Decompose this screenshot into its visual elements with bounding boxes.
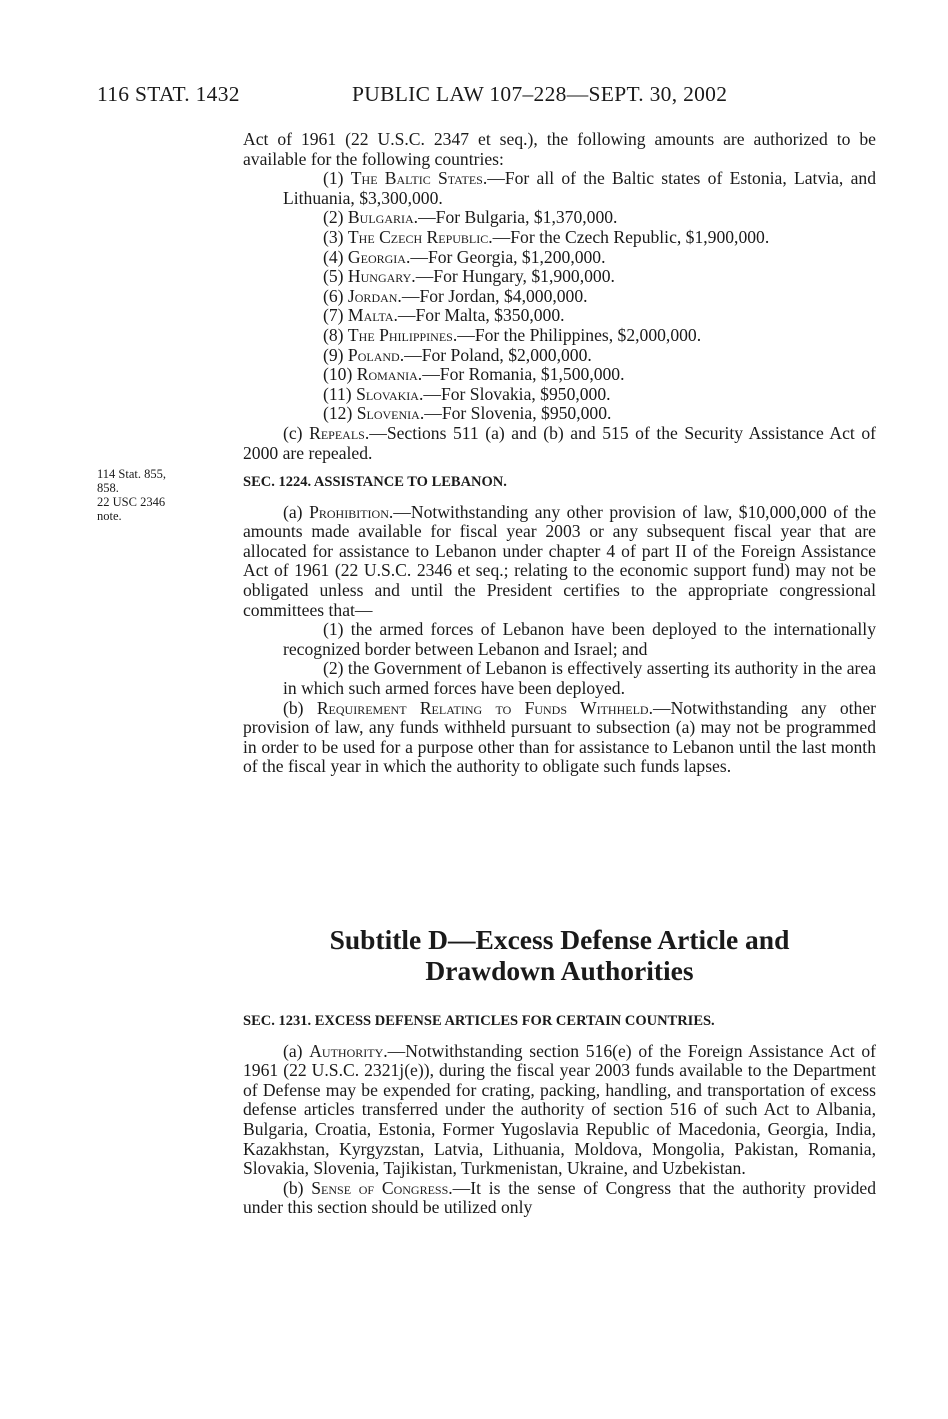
- running-title: PUBLIC LAW 107–228—SEPT. 30, 2002: [352, 82, 728, 106]
- subtitle-heading: [243, 924, 876, 986]
- section-1231-a: (a) Authority.—Notwithstanding section 516(e) of the Foreign Assistance Act of 1961 (22 U.S.C. 2321j(e)), during the fiscal year 2003 funds available to the Department of Defense may be expended for crating, packing, handling, and transportation of excess defense articles transferred under the authority of section 516 of such Act to Albania, Bulgaria, Croatia, Estonia, Former Yugoslavia Republic of Macedonia, Georgia, India, Kazakhstan, Kyrgyzstan, Latvia, Lithuania, Moldova, Mongolia, Pakistan, Romania, Slovakia, Slovenia, Tajikistan, Turkmenistan, Ukraine, and Uzbekistan.: [243, 1040, 876, 1179]
- repeals-paragraph: (c) Repeals.—Sections 511 (a) and (b) and 515 of the Security Assistance Act of 2000 are repealed.: [243, 422, 876, 463]
- country-list: [243, 169, 876, 424]
- list-item: (4) Georgia.—For Georgia, $1,200,000.: [323, 246, 606, 267]
- list-item: (11) Slovakia.—For Slovakia, $950,000.: [323, 383, 611, 404]
- list-item: (9) Poland.—For Poland, $2,000,000.: [323, 344, 592, 365]
- list-item: (8) The Philippines.—For the Philippines, $2,000,000.: [323, 324, 702, 345]
- list-item: (2) Bulgaria.—For Bulgaria, $1,370,000.: [323, 207, 618, 228]
- section-1224-a: (a) Prohibition.—Notwithstanding any other provision of law, $10,000,000 of the amounts made available for fiscal year 2003 or any subsequent fiscal year that are allocated for assistance to Lebanon under chapter 4 of part II of the Foreign Assistance Act of 1961 (22 U.S.C. 2346 et seq.; relating to the economic support fund) may not be obligated unless and until the President certifies to the appropriate congressional committees that—: [243, 501, 876, 620]
- margin-note-line: note.: [97, 509, 122, 523]
- section-1224-a1: (1) the armed forces of Lebanon have been deployed to the internationally recognized border between Lebanon and Israel; and: [283, 619, 876, 659]
- section-1224-heading: SEC. 1224. ASSISTANCE TO LEBANON.: [243, 474, 507, 491]
- subtitle-line: Subtitle D—Excess Defense Article and: [329, 924, 790, 955]
- section-1224-b: (b) Requirement Relating to Funds Withheld.—Notwithstanding any other provision of law, any funds withheld pursuant to subsection (a) may not be programmed in order to be used for a purpose other than for assistance to Lebanon until the last month of the fiscal year in which the authority to obligate such funds lapses.: [243, 697, 876, 777]
- subtitle-line: Drawdown Authorities: [425, 955, 694, 986]
- margin-note: [97, 467, 227, 523]
- body-text-upper: [243, 130, 876, 777]
- margin-note-line: 22 USC 2346: [97, 495, 166, 509]
- section-1223-intro: Act of 1961 (22 U.S.C. 2347 et seq.), the following amounts are authorized to be available for the following countries:: [243, 129, 876, 169]
- section-1231-b: (b) Sense of Congress.—It is the sense of Congress that the authority provided under this section should be utilized only: [243, 1177, 876, 1218]
- list-item: (3) The Czech Republic.—For the Czech Republic, $1,900,000.: [323, 226, 770, 247]
- body-text-lower: [243, 1012, 876, 1218]
- list-item: (12) Slovenia.—For Slovenia, $950,000.: [323, 403, 612, 424]
- list-item: (1) The Baltic States.—For all of the Baltic states of Estonia, Latvia, and Lithuania, $3,300,000.: [283, 168, 876, 208]
- list-item: (6) Jordan.—For Jordan, $4,000,000.: [323, 285, 588, 306]
- list-item: (10) Romania.—For Romania, $1,500,000.: [323, 364, 625, 385]
- margin-note-line: 114 Stat. 855,: [97, 467, 166, 481]
- page-number: 116 STAT. 1432: [97, 82, 240, 106]
- section-1224-a2: (2) the Government of Lebanon is effectively asserting its authority in the area in which such armed forces have been deployed.: [283, 658, 876, 699]
- margin-note-line: 858.: [97, 481, 119, 495]
- section-1231-heading: SEC. 1231. EXCESS DEFENSE ARTICLES FOR CERTAIN COUNTRIES.: [243, 1013, 715, 1029]
- list-item: (7) Malta.—For Malta, $350,000.: [323, 305, 565, 326]
- list-item: (5) Hungary.—For Hungary, $1,900,000.: [323, 266, 615, 287]
